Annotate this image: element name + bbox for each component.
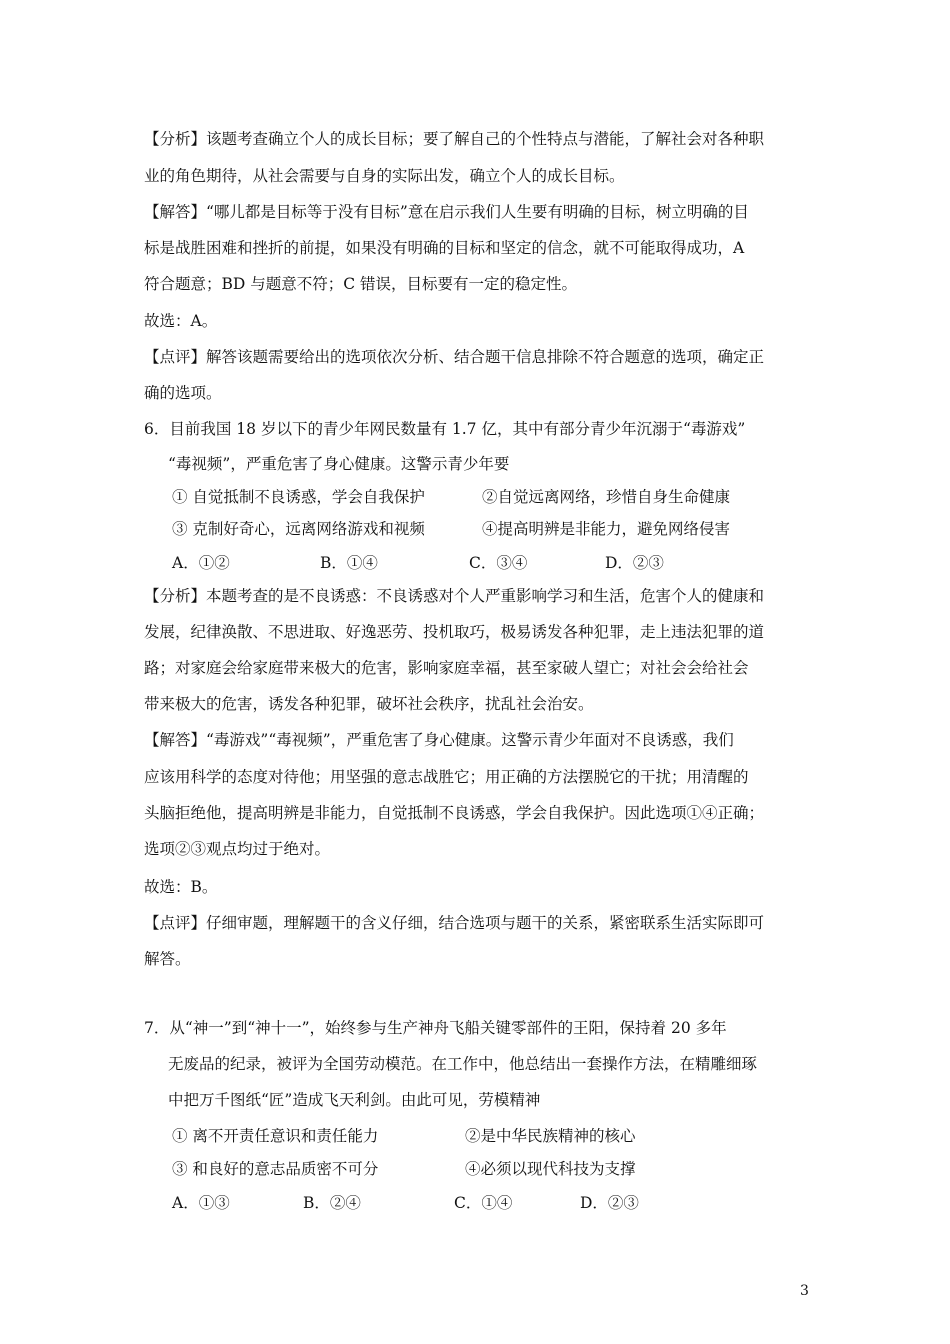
q7-option-c: C．①④ — [454, 1194, 513, 1212]
q7-statement-1: ① 离不开责任意识和责任能力 — [172, 1127, 379, 1145]
q5-comment-line-1: 【点评】解答该题需要给出的选项依次分析、结合题干信息排除不符合题意的选项，确定正 — [144, 348, 765, 366]
q6-answer-line-4: 选项②③观点均过于绝对。 — [144, 840, 331, 858]
q7-stem-line-2: 无废品的纪录，被评为全国劳动模范。在工作中，他总结出一套操作方法，在精雕细琢 — [168, 1055, 758, 1073]
q5-answer-line-3: 符合题意；BD 与题意不符；C 错误，目标要有一定的稳定性。 — [144, 275, 578, 293]
q6-comment-line-2: 解答。 — [144, 950, 191, 968]
q5-analysis-line-2: 业的角色期待，从社会需要与自身的实际出发，确立个人的成长目标。 — [144, 167, 625, 185]
q6-answer-line-1: 【解答】“毒游戏”“毒视频”，严重危害了身心健康。这警示青少年面对不良诱惑，我们 — [144, 731, 734, 749]
q7-option-b: B．②④ — [303, 1194, 361, 1212]
q6-stem-line-2: “毒视频”，严重危害了身心健康。这警示青少年要 — [168, 455, 510, 473]
q7-statement-2: ②是中华民族精神的核心 — [465, 1127, 636, 1145]
q6-option-a: A．①② — [172, 554, 230, 572]
q6-statement-3: ③ 克制好奇心，远离网络游戏和视频 — [172, 520, 425, 538]
q6-choice: 故选：B。 — [144, 878, 218, 896]
q6-analysis-line-1: 【分析】本题考查的是不良诱惑：不良诱惑对个人严重影响学习和生活，危害个人的健康和 — [144, 587, 765, 605]
q5-answer-line-2: 标是战胜困难和挫折的前提，如果没有明确的目标和坚定的信念，就不可能取得成功，A — [144, 239, 745, 257]
q5-answer-line-1: 【解答】“哪儿都是目标等于没有目标”意在启示我们人生要有明确的目标，树立明确的目 — [144, 203, 749, 221]
q6-statement-1: ① 自觉抵制不良诱惑，学会自我保护 — [172, 488, 425, 506]
q7-statement-3: ③ 和良好的意志品质密不可分 — [172, 1160, 379, 1178]
q7-option-a: A．①③ — [172, 1194, 230, 1212]
q6-statement-4: ④提高明辨是非能力，避免网络侵害 — [482, 520, 731, 538]
q7-stem-line-3: 中把万千图纸“匠”造成飞天利剑。由此可见，劳模精神 — [168, 1091, 541, 1109]
q6-analysis-line-2: 发展，纪律涣散、不思进取、好逸恶劳、投机取巧，极易诱发各种犯罪，走上违法犯罪的道 — [144, 623, 765, 641]
q7-statement-4: ④必须以现代科技为支撑 — [465, 1160, 636, 1178]
q6-option-d: D．②③ — [605, 554, 664, 572]
q6-statement-2: ②自觉远离网络，珍惜自身生命健康 — [482, 488, 731, 506]
q6-analysis-line-3: 路；对家庭会给家庭带来极大的危害，影响家庭幸福，甚至家破人望亡；对社会会给社会 — [144, 659, 749, 677]
q5-comment-line-2: 确的选项。 — [144, 384, 222, 402]
page-number: 3 — [800, 1283, 809, 1299]
q6-option-c: C．③④ — [469, 554, 528, 572]
q6-answer-line-3: 头脑拒绝他，提高明辨是非能力，自觉抵制不良诱惑，学会自我保护。因此选项①④正确； — [144, 804, 765, 822]
q6-stem-line-1: 6．目前我国 18 岁以下的青少年网民数量有 1.7 亿，其中有部分青少年沉溺于“毒游戏” — [144, 420, 746, 438]
q7-stem-line-1: 7．从“神一”到“神十一”，始终参与生产神舟飞船关键零部件的王阳，保持着 20 多年 — [144, 1019, 727, 1037]
q6-option-b: B．①④ — [320, 554, 378, 572]
q7-option-d: D．②③ — [580, 1194, 639, 1212]
q6-answer-line-2: 应该用科学的态度对待他；用坚强的意志战胜它；用正确的方法摆脱它的干扰；用清醒的 — [144, 768, 749, 786]
q5-choice: 故选：A。 — [144, 312, 218, 330]
q6-analysis-line-4: 带来极大的危害，诱发各种犯罪，破坏社会秩序，扰乱社会治安。 — [144, 695, 594, 713]
q5-analysis-line-1: 【分析】该题考查确立个人的成长目标；要了解自己的个性特点与潜能，了解社会对各种职 — [144, 130, 765, 148]
q6-comment-line-1: 【点评】仔细审题，理解题干的含义仔细，结合选项与题干的关系，紧密联系生活实际即可 — [144, 914, 765, 932]
